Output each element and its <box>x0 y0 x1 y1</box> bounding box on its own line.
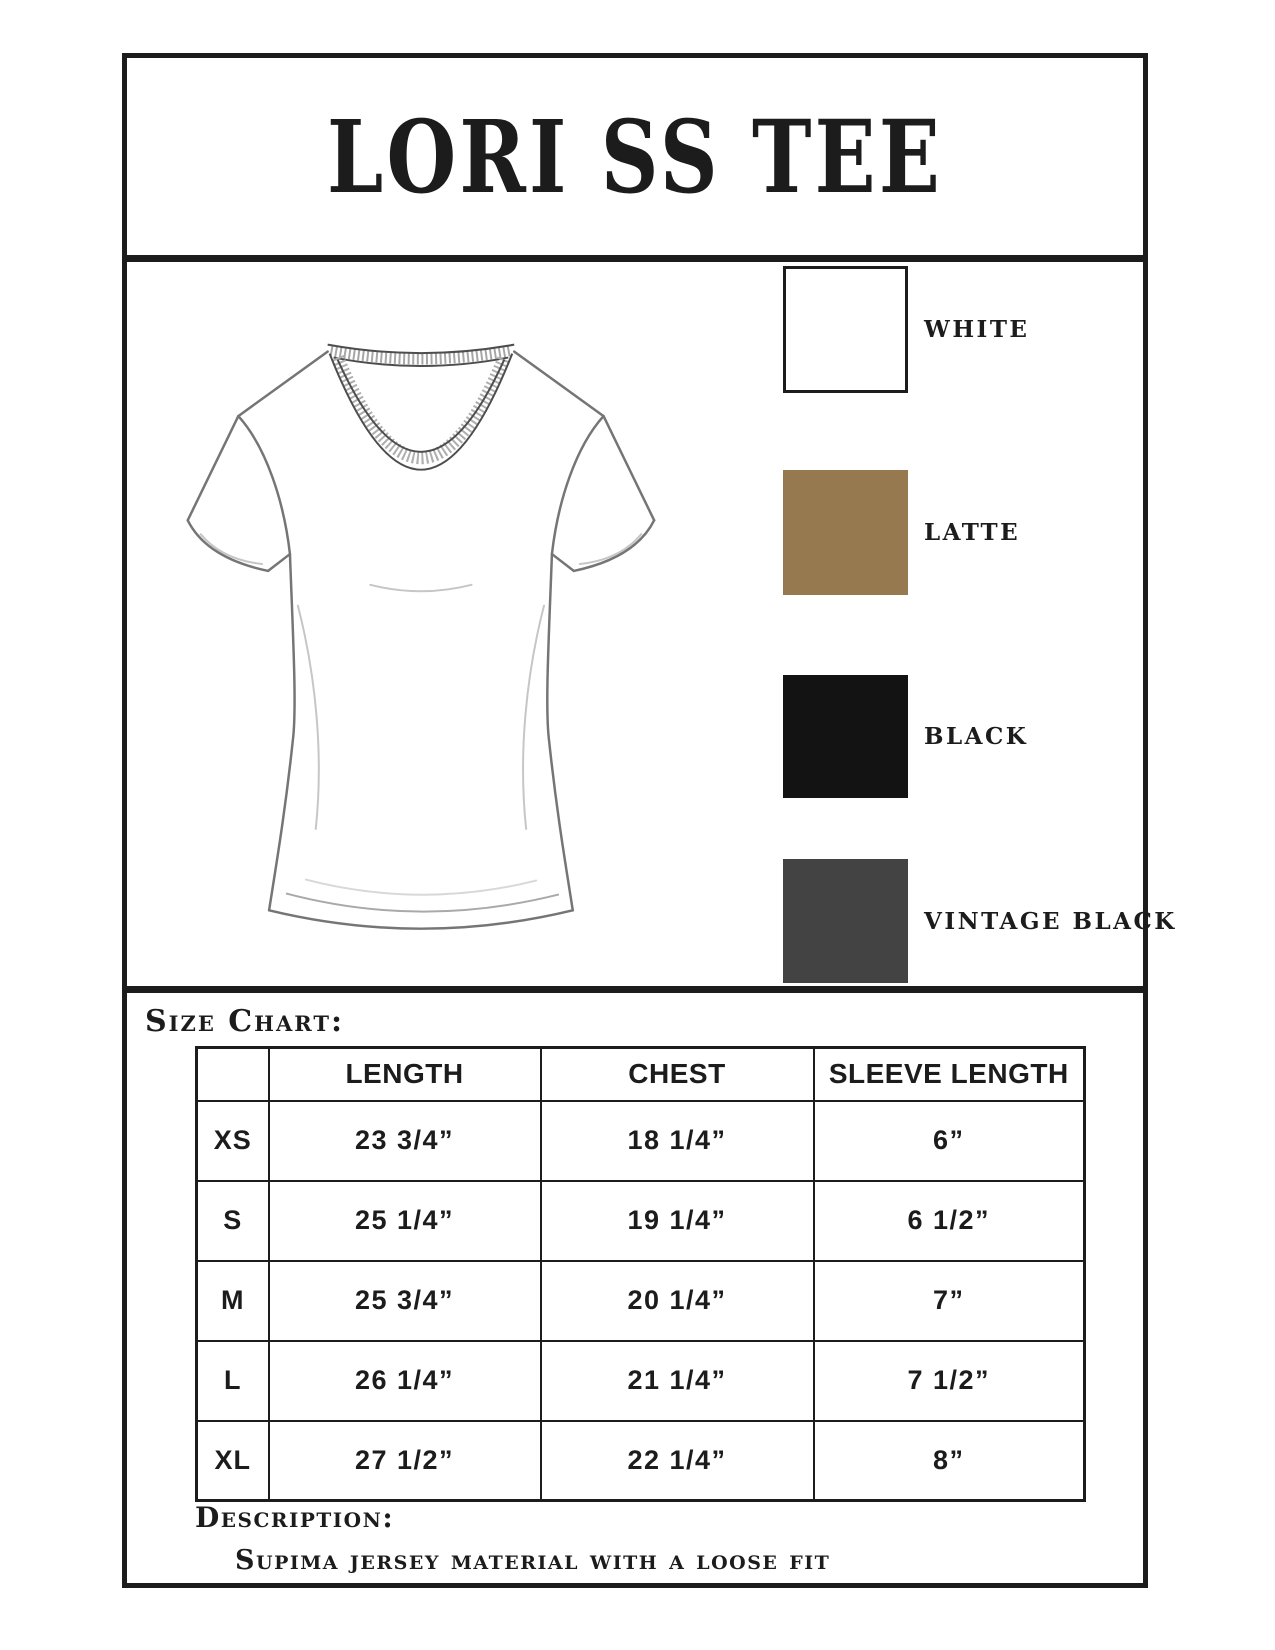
section-divider-top <box>127 255 1143 262</box>
chest-cell: 21 1/4” <box>541 1341 814 1421</box>
colorway-vintage-black <box>783 859 1177 983</box>
chest-column-header: CHEST <box>541 1048 814 1101</box>
sleeve-cell: 7” <box>814 1261 1085 1341</box>
table-row-s <box>197 1181 1085 1261</box>
chest-cell: 22 1/4” <box>541 1421 814 1501</box>
table-row-l <box>197 1341 1085 1421</box>
sleeve-cell: 7 1/2” <box>814 1341 1085 1421</box>
chest-cell: 19 1/4” <box>541 1181 814 1261</box>
colorway-black <box>783 675 1143 798</box>
tee-technical-drawing <box>165 298 660 953</box>
length-cell: 25 3/4” <box>269 1261 541 1341</box>
sleeve-length-column-header: SLEEVE LENGTH <box>814 1048 1085 1101</box>
sleeve-cell: 6 1/2” <box>814 1181 1085 1261</box>
colorway-latte <box>783 470 1143 595</box>
length-cell: 27 1/2” <box>269 1421 541 1501</box>
table-row-xl <box>197 1421 1085 1501</box>
size-chart-header-row <box>197 1048 1085 1101</box>
white-swatch-label: WHITE <box>924 316 1030 343</box>
table-row-m <box>197 1261 1085 1341</box>
size-cell: S <box>197 1181 269 1261</box>
latte-swatch-label: LATTE <box>924 519 1021 546</box>
sleeve-cell: 6” <box>814 1101 1085 1181</box>
size-cell: M <box>197 1261 269 1341</box>
description-text: Supima jersey material with a loose fit <box>235 1545 831 1576</box>
size-cell: XS <box>197 1101 269 1181</box>
black-swatch <box>783 675 908 798</box>
white-swatch <box>783 266 908 393</box>
size-cell: L <box>197 1341 269 1421</box>
latte-swatch <box>783 470 908 595</box>
product-title: LORI SS TEE <box>326 97 944 216</box>
size-column-header <box>197 1048 269 1101</box>
length-cell: 23 3/4” <box>269 1101 541 1181</box>
description-heading: Description: <box>195 1501 395 1534</box>
title-band <box>127 58 1143 255</box>
chest-cell: 20 1/4” <box>541 1261 814 1341</box>
sleeve-cell: 8” <box>814 1421 1085 1501</box>
spec-sheet-page <box>122 53 1177 1588</box>
black-swatch-label: BLACK <box>924 723 1029 750</box>
length-cell: 25 1/4” <box>269 1181 541 1261</box>
table-row-xs <box>197 1101 1085 1181</box>
chest-cell: 18 1/4” <box>541 1101 814 1181</box>
size-chart-heading: Size Chart: <box>145 1004 345 1039</box>
vintage-black-swatch-label: VINTAGE BLACK <box>924 907 1177 935</box>
section-divider-bottom <box>127 986 1143 993</box>
size-cell: XL <box>197 1421 269 1501</box>
colorway-white <box>783 266 1143 393</box>
vintage-black-swatch <box>783 859 908 983</box>
length-column-header: LENGTH <box>269 1048 541 1101</box>
size-chart-table <box>195 1046 1086 1502</box>
length-cell: 26 1/4” <box>269 1341 541 1421</box>
